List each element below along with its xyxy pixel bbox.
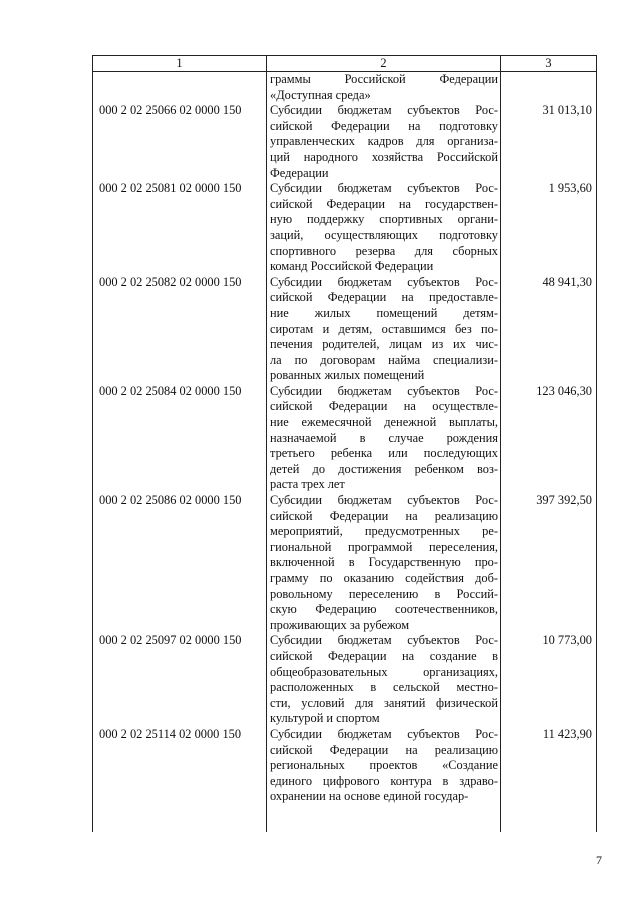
description-line: включенной в Государственную про- bbox=[270, 555, 498, 570]
spacer-line bbox=[501, 306, 596, 322]
spacer-line bbox=[93, 415, 266, 431]
spacer-line bbox=[93, 711, 266, 727]
description-line: спортивного резерва для сборных bbox=[270, 243, 498, 258]
description-line: ла по договорам найма специализи- bbox=[270, 352, 498, 367]
spacer-line bbox=[93, 696, 266, 712]
spacer-line bbox=[501, 758, 596, 774]
description-line: ние жилых помещений детям- bbox=[270, 305, 498, 320]
spacer-line bbox=[93, 290, 266, 306]
row-amount: 11 423,90 bbox=[542, 726, 592, 741]
description-line: заций, осуществляющих подготовку bbox=[270, 227, 498, 242]
code-column bbox=[93, 72, 267, 833]
spacer-line bbox=[93, 197, 266, 213]
spacer-line bbox=[93, 337, 266, 353]
spacer-line bbox=[501, 119, 596, 135]
spacer-line bbox=[93, 368, 266, 384]
description-line: грамму по оказанию содействия доб- bbox=[270, 571, 498, 585]
row-amount: 10 773,00 bbox=[542, 633, 592, 648]
spacer-line bbox=[501, 88, 596, 104]
spacer-line bbox=[501, 322, 596, 338]
spacer-line bbox=[93, 758, 266, 774]
spacer-line bbox=[501, 244, 596, 260]
spacer-line bbox=[93, 119, 266, 135]
spacer-line bbox=[93, 789, 266, 805]
row-code: 000 2 02 25081 02 0000 150 bbox=[99, 181, 242, 196]
row-amount: 48 941,30 bbox=[542, 274, 592, 289]
row-code: 000 2 02 25114 02 0000 150 bbox=[99, 726, 242, 741]
spacer-line bbox=[93, 587, 266, 603]
spacer-line bbox=[93, 602, 266, 618]
spacer-line bbox=[501, 259, 596, 275]
description-line: сийской Федерации на осуществле- bbox=[270, 399, 498, 414]
spacer-line bbox=[93, 166, 266, 182]
description-line: сти, условий для занятий физической bbox=[270, 695, 498, 710]
spacer-line bbox=[501, 415, 596, 431]
spacer-line bbox=[93, 431, 266, 447]
spacer-line bbox=[93, 212, 266, 228]
spacer-line bbox=[93, 150, 266, 166]
amount-column bbox=[501, 72, 597, 833]
spacer-line bbox=[501, 353, 596, 369]
description-line: Субсидии бюджетам субъектов Рос- bbox=[270, 633, 498, 648]
spacer-line bbox=[501, 290, 596, 306]
description-line: раста трех лет bbox=[270, 477, 345, 492]
description-line: печения родителей, лицам из их чис- bbox=[270, 337, 498, 352]
row-amount: 1 953,60 bbox=[548, 181, 592, 196]
description-line: ций народного хозяйства Российской bbox=[270, 149, 498, 164]
spacer-line bbox=[93, 322, 266, 338]
spacer-line bbox=[501, 134, 596, 150]
spacer-line bbox=[501, 524, 596, 540]
spacer-line bbox=[93, 306, 266, 322]
description-line: гиональной программой переселения, bbox=[270, 539, 498, 554]
description-line: сийской Федерации на государствен- bbox=[270, 196, 498, 211]
description-line: Субсидии бюджетам субъектов Рос- bbox=[270, 726, 498, 741]
spacer-line bbox=[93, 509, 266, 525]
spacer-line bbox=[93, 399, 266, 415]
spacer-line bbox=[501, 571, 596, 587]
spacer-line bbox=[93, 774, 266, 790]
description-line: мероприятий, предусмотренных ре- bbox=[270, 524, 498, 539]
spacer-line bbox=[501, 72, 596, 88]
row-code: 000 2 02 25082 02 0000 150 bbox=[99, 274, 242, 289]
description-column bbox=[267, 72, 501, 833]
description-line: граммы Российской Федерации bbox=[270, 72, 498, 86]
spacer-line bbox=[501, 743, 596, 759]
description-line: сиротам и детям, оставшимся без по- bbox=[270, 321, 498, 336]
description-line: культурой и спортом bbox=[270, 711, 380, 726]
description-line: охранении на основе единой государ- bbox=[270, 789, 469, 804]
spacer-line bbox=[93, 446, 266, 462]
spacer-line bbox=[93, 680, 266, 696]
description-line: назначаемой в случае рождения bbox=[270, 430, 498, 445]
description-line: команд Российской Федерации bbox=[270, 259, 434, 274]
description-line: сийской Федерации на создание в bbox=[270, 648, 498, 663]
description-line: ную поддержку спортивных органи- bbox=[270, 212, 498, 227]
row-code: 000 2 02 25086 02 0000 150 bbox=[99, 493, 242, 508]
description-line: расположенных в сельской местно- bbox=[270, 680, 498, 695]
budget-table bbox=[92, 55, 597, 832]
spacer-line bbox=[501, 477, 596, 493]
spacer-line bbox=[501, 431, 596, 447]
spacer-line bbox=[93, 462, 266, 478]
page-number: 7 bbox=[596, 853, 602, 867]
spacer-line bbox=[93, 555, 266, 571]
spacer-line bbox=[93, 244, 266, 260]
spacer-line bbox=[93, 134, 266, 150]
spacer-line bbox=[93, 88, 266, 104]
spacer-line bbox=[93, 649, 266, 665]
spacer-line bbox=[501, 462, 596, 478]
spacer-line bbox=[501, 150, 596, 166]
spacer-line bbox=[501, 711, 596, 727]
spacer-line bbox=[501, 774, 596, 790]
spacer-line bbox=[501, 587, 596, 603]
spacer-line bbox=[501, 166, 596, 182]
description-line: Субсидии бюджетам субъектов Рос- bbox=[270, 493, 498, 508]
description-line: третьего ребенка или последующих bbox=[270, 446, 498, 461]
description-line: проживающих за рубежом bbox=[270, 617, 410, 632]
spacer-line bbox=[501, 399, 596, 415]
spacer-line bbox=[501, 555, 596, 571]
spacer-line bbox=[93, 477, 266, 493]
spacer-line bbox=[501, 618, 596, 634]
spacer-line bbox=[93, 571, 266, 587]
column-header: 2 bbox=[267, 56, 501, 72]
row-code: 000 2 02 25084 02 0000 150 bbox=[99, 383, 242, 398]
spacer-line bbox=[93, 353, 266, 369]
description-line: региональных проектов «Создание bbox=[270, 758, 498, 773]
spacer-line bbox=[501, 337, 596, 353]
column-header: 1 bbox=[93, 56, 267, 72]
row-amount: 31 013,10 bbox=[542, 103, 592, 118]
description-line: Федерации bbox=[270, 165, 329, 180]
spacer-line bbox=[93, 228, 266, 244]
spacer-line bbox=[93, 743, 266, 759]
spacer-line bbox=[501, 680, 596, 696]
spacer-line bbox=[501, 540, 596, 556]
spacer-line bbox=[501, 368, 596, 384]
description-line: общеобразовательных организациях, bbox=[270, 664, 498, 679]
description-line: единого цифрового контура в здраво- bbox=[270, 773, 498, 788]
spacer-line bbox=[93, 618, 266, 634]
table-header-row bbox=[93, 56, 597, 72]
spacer-line bbox=[501, 212, 596, 228]
spacer-line bbox=[501, 696, 596, 712]
row-amount: 397 392,50 bbox=[536, 493, 592, 508]
description-line: «Доступная среда» bbox=[270, 87, 371, 102]
row-amount: 123 046,30 bbox=[536, 383, 592, 398]
description-line: Субсидии бюджетам субъектов Рос- bbox=[270, 181, 498, 196]
spacer-line bbox=[93, 72, 266, 88]
spacer-line bbox=[501, 789, 596, 805]
description-line: Субсидии бюджетам субъектов Рос- bbox=[270, 383, 498, 398]
spacer-line bbox=[501, 665, 596, 681]
row-code: 000 2 02 25097 02 0000 150 bbox=[99, 633, 242, 648]
spacer-line bbox=[93, 524, 266, 540]
spacer-line bbox=[501, 602, 596, 618]
description-line: сийской Федерации на реализацию bbox=[270, 508, 498, 523]
description-line: сийской Федерации на реализацию bbox=[270, 742, 498, 757]
description-line: ровольному переселению в Россий- bbox=[270, 586, 498, 601]
description-line: сийской Федерации на подготовку bbox=[270, 118, 498, 133]
column-header: 3 bbox=[501, 56, 597, 72]
description-line: Субсидии бюджетам субъектов Рос- bbox=[270, 274, 498, 289]
description-line: скую Федерацию соотечественников, bbox=[270, 602, 498, 617]
spacer-line bbox=[93, 259, 266, 275]
description-line: детей до достижения ребенком воз- bbox=[270, 461, 498, 476]
spacer-line bbox=[501, 197, 596, 213]
spacer-line bbox=[501, 509, 596, 525]
spacer-line bbox=[93, 665, 266, 681]
spacer-line bbox=[501, 649, 596, 665]
table-body-row bbox=[93, 72, 597, 833]
spacer-line bbox=[501, 228, 596, 244]
description-line: управленческих кадров для организа- bbox=[270, 134, 498, 149]
description-line: Субсидии бюджетам субъектов Рос- bbox=[270, 103, 498, 118]
description-line: рованных жилых помещений bbox=[270, 368, 425, 383]
description-line: ние ежемесячной денежной выплаты, bbox=[270, 415, 498, 430]
spacer-line bbox=[501, 446, 596, 462]
spacer-line bbox=[93, 540, 266, 556]
row-code: 000 2 02 25066 02 0000 150 bbox=[99, 103, 242, 118]
description-line: сийской Федерации на предоставле- bbox=[270, 290, 498, 305]
